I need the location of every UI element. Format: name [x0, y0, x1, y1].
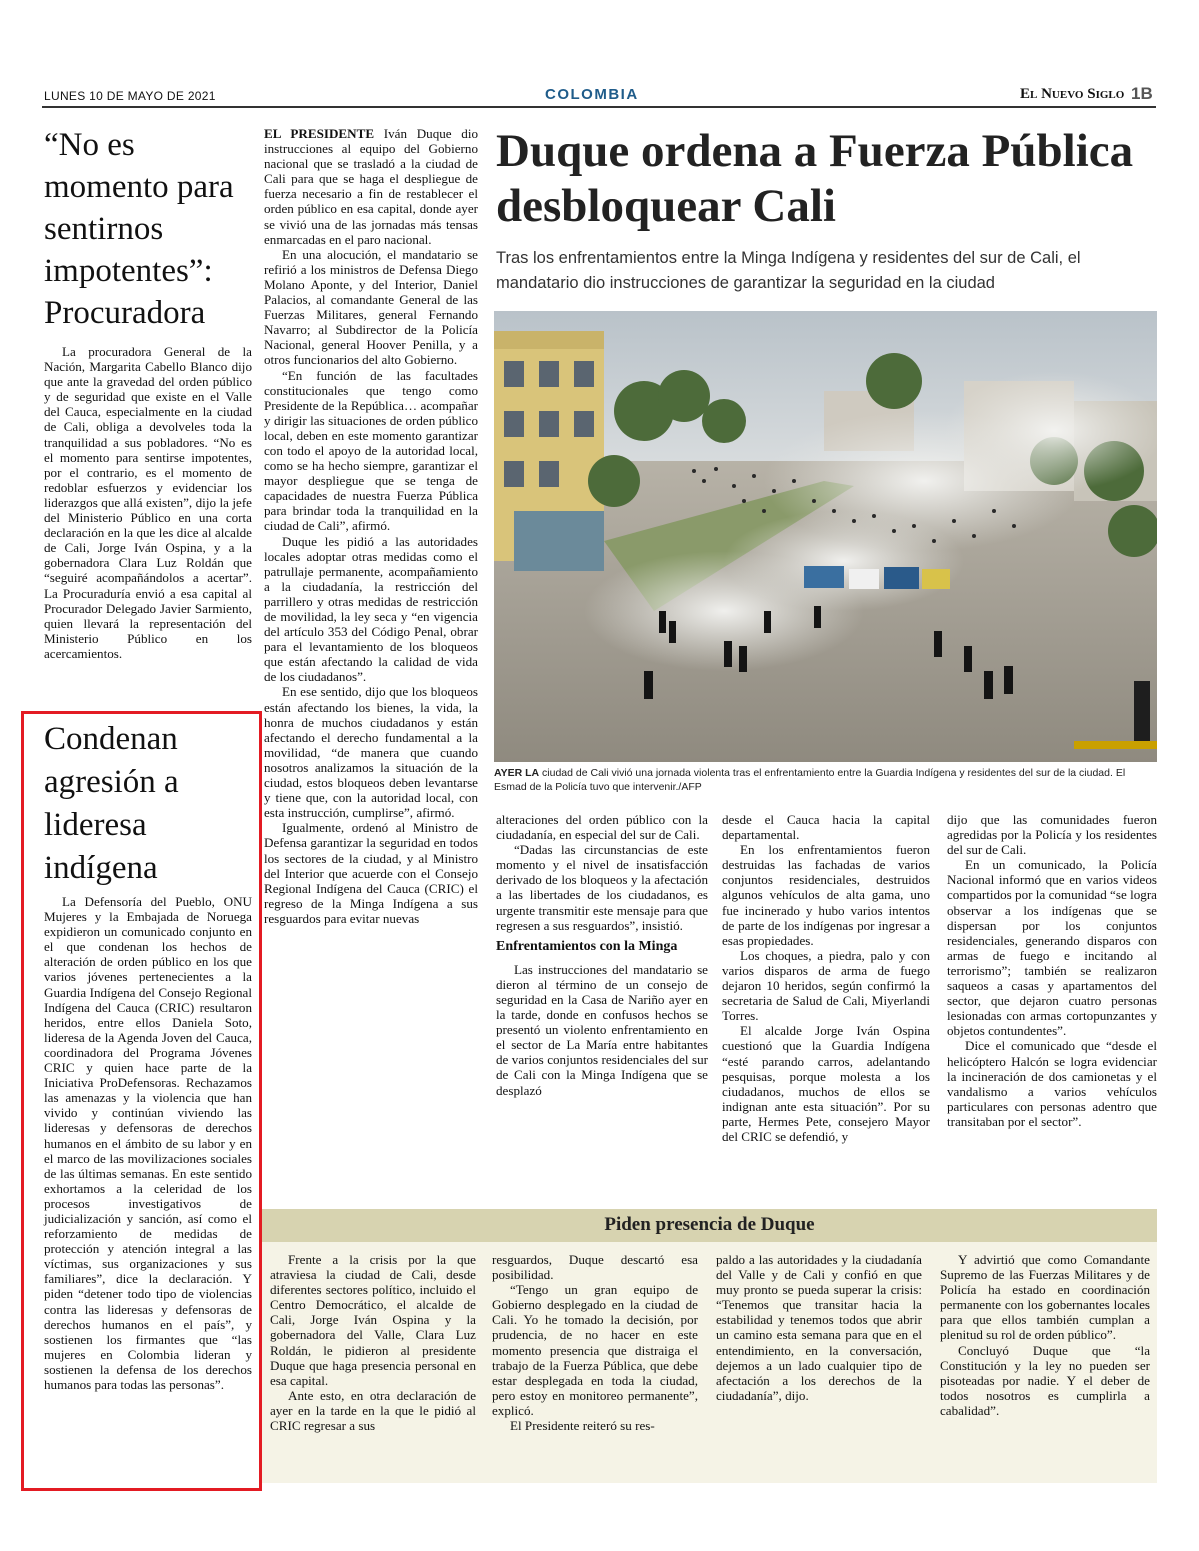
traffic-light [1134, 681, 1150, 741]
issue-date: LUNES 10 DE MAYO DE 2021 [44, 89, 216, 103]
main-col1-p1 [264, 126, 478, 247]
lead-in: EL PRESIDENTE [264, 126, 375, 141]
main-col1-p2: En una alocución, el mandatario se refirió a los ministros de Defensa Diego Molano Aponte, y del Interior, Daniel Palacios, al comandante General de las Fuerzas Militares, general Fernando Navarro; al Subdirector de la Policía Nacional, general Hoover Penilla, y a otros funcionarios del alto Gobierno. [264, 246, 478, 368]
box-col3-p1: paldo a las autoridades y la ciudadanía del Valle y de Cali y confió en que muy pronto se pueda superar la crisis: “Tenemos que transitar hacia la estabilidad y tenemos todos que abrir un camino esta semana para que en el entendimiento, en la conversación, dejemos a un lado cualquier tipo de afectación a los derechos de la ciudadanía”, dijo. [716, 1252, 922, 1403]
box-col4 [940, 1252, 1150, 1418]
box-col2 [492, 1252, 698, 1433]
box-col2-p2: “Tengo un gran equipo de Gobierno desplegado en la ciudad de Cali. Yo he tomado la decisión, por prudencia, de no hacer en este momento presencia que distraiga el trabajo de la Fuerza Pública, que debe estar desplegada en toda la ciudad, pero estoy en monitoreo permanente”, explicó. [492, 1282, 698, 1418]
main-col1-p1-text: Iván Duque dio instrucciones al equipo del Gobierno nacional que se trasladó a la ciudad de Cali para que se haga el despliegue de fuerza necesario a fin de restablecer el orden público en esa capital, donde ayer se vivió una de las jornadas más tensas enmarcadas en el paro nacional. [264, 126, 478, 247]
main-col4-p2: En un comunicado, la Policía Nacional informó que en varios videos compartidos por la comunidad “se logra observar a los indígenas que se dispersan por los conjuntos residenciales, generando disparos con armas de fuego e incitando al terrorismo”; también se realizaron saqueos a casas y apartamentos del sector, que dejaron cuatro personas lesionadas con armas cortopunzantes y objetos contundentes”. [947, 857, 1157, 1039]
header-rule [42, 106, 1156, 108]
article2-paragraph: La Defensoría del Pueblo, ONU Mujeres y la Embajada de Noruega expidieron un comunicado conjunto en el que condenan los hechos de alteración de orden público en los que varios jóvenes pertenecientes a la Guardia Indígena del Consejo Regional Indígena del Cauca (CRIC) resultaron heridos, entre ellos Daniela Soto, lideresa de la Agenda Joven del Cauca, coordinadora del Programa Jóvenes CRIC y quien hace parte de la Iniciativa ProDefensoras. Rechazamos las amenazas y la violencia que han vivido y continúan viviendo las lideresas y defensoras de derechos humanos en el ámbito de su labor y en el marco de las movilizaciones sociales de las últimas semanas. En este sentido exhortamos a la celeridad de los procesos investigativos de judicialización y sanción, así como el reforzamiento de medidas de protección y atención integral a las víctimas, sus organizaciones y sus familiares”, dice la declaración. Y piden “detener todo tipo de violencias contra las lideresas y defensoras de derechos humanos en el país”, y sostienen los firmantes que “las mujeres en Colombia lideran y sostienen la defensa de los derechos humanos para todas las personas”. [44, 894, 252, 1392]
barricade [804, 566, 950, 589]
traffic-pole [1074, 741, 1157, 749]
article1-body [44, 344, 252, 661]
article2-title: Condenan agresión a lideresa indígena [44, 721, 179, 886]
main-col2-p2: “Dadas las circunstancias de este momento y el nivel de insatisfacción derivado de los bloqueos y la afectación a las libertades de los ciudadanos, es urgente transmitir este mensaje para que regresen a sus resguardos”, insistió. [496, 842, 708, 933]
main-col3-p3: Los choques, a piedra, palo y con varios disparos de arma de fuego dejaron 10 heridos, según confirmó la secretaria de Salud de Cali, Miyerlandi Torres. [722, 947, 930, 1024]
main-col2-p1: alteraciones del orden público con la ciudadanía, en especial del sur de Cali. [496, 812, 708, 843]
main-col3-p1: desde el Cauca hacia la capital departamental. [722, 812, 930, 843]
article2-body [44, 894, 252, 1392]
caption-text: ciudad de Cali vivió una jornada violenta tras el enfrentamiento entre la Guardia Indígena y residentes del sur de la ciudad. El Esmad de la Policía tuvo que intervenir./AFP [494, 767, 1126, 793]
main-col2-subhead: Enfrentamientos con la Minga [496, 938, 678, 954]
box-col1 [270, 1252, 476, 1433]
main-col1-p3: “En función de las facultades constitucionales que tengo como Presidente de la República… acompañar y dirigir las situaciones de orden público local, deben en este momento garantizar con todo el apoyo de la autoridad local, como se ha hecho siempre, garantizar el mayor despliegue que se tenga de capacidades de nuestra Fuerza Pública para brindar toda la tranquilidad en la ciudad de Cali”, afirmó. [264, 367, 478, 534]
newspaper-name: El Nuevo Siglo [1020, 86, 1125, 102]
caption-lead: AYER LA [494, 767, 540, 779]
box-col2-p3: El Presidente reiteró su res- [510, 1418, 655, 1434]
box-col4-p2: Concluyó Duque que “la Constitución y la ley no pueden ser pisoteadas por nadie. Y el deber de todos nosotros es cumplirla a cabalidad”. [940, 1342, 1150, 1418]
main-col1 [264, 126, 478, 926]
article1-paragraph: La procuradora General de la Nación, Margarita Cabello Blanco dijo que ante la gravedad del orden público y de seguridad que existe en el Valle del Cauca, especialmente en la ciudad de Cali, obliga a devolveles toda la tranquilidad a sus pobladores. “No es el momento para sentirse impotentes, por el contrario, es el momento de redoblar esfuerzos y evidenciar los liderazgos que allá existen”, dijo la jefe del Ministerio Público en una corta declaración en la que les dice al alcalde de Cali, Jorge Iván Ospina, y a la gobernadora Clara Luz Roldán que “seguiré acompañándolos a acertar”. La Procuraduría envió a esa capital al Procurador Delegado Javier Sarmiento, quien llevará la representación del Ministerio Público en los acercamientos. [44, 344, 252, 661]
main-col4-p1: dijo que las comunidades fueron agredidas por la Policía y los residentes del sur de Cali. [947, 812, 1157, 858]
main-col3-p2: En los enfrentamientos fueron destruidas las fachadas de varios conjuntos residenciales, destruidos algunos vehículos de alta gama, uno fue incinerado y hubo varios intentos de parte de los indígenas por ingresar a esas propiedades. [722, 842, 930, 948]
main-headline: Duque ordena a Fuerza Pública desbloquear Cali [496, 125, 1134, 232]
building-mural [514, 511, 604, 571]
page-number: 1B [1131, 84, 1153, 103]
main-col1-p5: En ese sentido, dijo que los bloqueos están afectando los bienes, la vida, la honra de muchos ciudadanos y están afectando el derecho fundamental a la movilidad, “de manera que cuando nosotros analizamos la situación de la ciudad, estos bloqueos deben levantarse y tiene que, con la autoridad local, con esta instrucción, cumplirse”, afirmó. [264, 684, 478, 821]
main-col2-p3: Las instrucciones del mandatario se dieron al término de un consejo de seguridad en la Casa de Nariño ayer en la tarde, donde en confusos hechos se presentó un violento enfrentamiento en el sector de La María entre habitantes de varios conjuntos residenciales del sur de Cali con la Minga Indígena que se desplazó [496, 961, 708, 1098]
news-photo [494, 311, 1157, 762]
main-col1-p6: Igualmente, ordenó al Ministro de Defensa garantizar la seguridad en todos los sectores de la ciudad, y al Ministro del Interior que acuerde con el Consejo Regional Indígena del Cauca (CRIC) el regreso de la Minga Indígena a sus resguardos para evitar nuevas [264, 820, 478, 926]
building-left-roof [494, 331, 604, 349]
main-col3 [722, 812, 930, 1144]
main-col4-p3: Dice el comunicado que “desde el helicóptero Halcón se logra evidenciar la incineración de dos camionetas y el vandalismo a varios vehículos particulares con personas adentro que transitaban por el sector”. [947, 1038, 1157, 1129]
main-col3-p4: El alcalde Jorge Iván Ospina cuestionó que la Guardia Indígena “esté parando carros, adelantando pesquisas, porque molesta a los ciudadanos, muchos de ellos se indignan ante esta situación”. Por su parte, Hermes Pete, consejero Mayor del CRIC se defendió, y [722, 1023, 930, 1144]
main-col4 [947, 812, 1157, 1129]
main-col2 [496, 812, 708, 1098]
sidebar-box-title: Piden presencia de Duque [604, 1214, 815, 1235]
main-subtitle: Tras los enfrentamientos entre la Minga Indígena y residentes del sur de Cali, el mandatario dio instrucciones de garantizar la seguridad en la ciudad [496, 249, 1081, 292]
photo-caption [494, 766, 1157, 794]
box-col4-p1: Y advirtió que como Comandante Supremo de las Fuerzas Militares y de Policía ha estado en coordinación permanente con los gobernantes locales para que ellos también cumplan a plenitud su rol de orden público”. [940, 1252, 1150, 1343]
box-col1-p2: Ante esto, en otra declaración de ayer en la tarde en la que le pidió al CRIC regresar a sus [270, 1387, 476, 1434]
section-name: COLOMBIA [545, 86, 639, 103]
main-col1-p4: Duque les pidió a las autoridades locales adoptar otras medidas como el patrullaje permanente, acompañamiento a la ciudadanía, la restricción del parrillero y otras medidas de restricción de movilidad, la ley seca y “en vigencia del artículo 353 del Código Penal, obrar para el levantamiento de los bloqueos que están afectando la calidad de vida de los ciudadanos”. [264, 533, 478, 685]
box-col3 [716, 1252, 922, 1403]
box-col2-p1: resguardos, Duque descartó esa posibilidad. [492, 1252, 698, 1283]
article1-title: “No es momento para sentirnos impotentes”: Procuradora [44, 127, 234, 331]
box-col1-p1: Frente a la crisis por la que atraviesa la ciudad de Cali, desde diferentes sectores político, incluido el Centro Democrático, el alcalde de Cali, Jorge Iván Ospina y la gobernadora del Valle, Clara Luz Roldán, le pidieron al presidente Duque que haga presencia personal en esa capital. [270, 1252, 476, 1388]
